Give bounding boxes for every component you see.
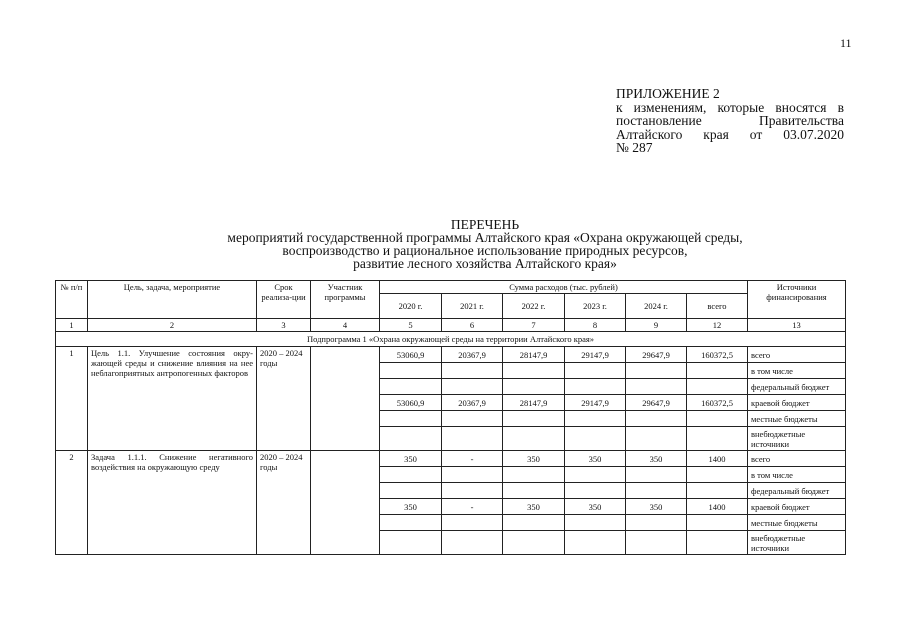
empty-cell (565, 411, 626, 427)
value-cell: 53060,9 (380, 395, 442, 411)
empty-cell (503, 531, 565, 555)
source-cell: внебюджетные источники (748, 531, 846, 555)
header-year: 2021 г. (442, 294, 503, 319)
header-num: № п/п (56, 281, 88, 319)
heading-title: ПЕРЕЧЕНЬ (450, 217, 520, 232)
empty-cell (626, 411, 687, 427)
value-cell: 350 (380, 499, 442, 515)
row-num: 1 (56, 347, 88, 451)
column-number: 3 (257, 319, 311, 332)
column-number: 13 (748, 319, 846, 332)
empty-cell (380, 363, 442, 379)
value-cell: 29647,9 (626, 395, 687, 411)
empty-cell (442, 411, 503, 427)
value-cell: 1400 (687, 499, 748, 515)
value-cell: - (442, 499, 503, 515)
row-num: 2 (56, 451, 88, 555)
column-number: 4 (311, 319, 380, 332)
empty-cell (503, 427, 565, 451)
column-number: 2 (88, 319, 257, 332)
empty-cell (565, 427, 626, 451)
empty-cell (687, 467, 748, 483)
empty-cell (503, 411, 565, 427)
value-cell: 350 (626, 451, 687, 467)
column-numbers-row (56, 319, 846, 332)
header-row (56, 281, 846, 294)
empty-cell (565, 467, 626, 483)
empty-cell (626, 483, 687, 499)
header-year: всего (687, 294, 748, 319)
column-number: 5 (380, 319, 442, 332)
empty-cell (565, 483, 626, 499)
header-year: 2022 г. (503, 294, 565, 319)
column-number: 8 (565, 319, 626, 332)
empty-cell (626, 515, 687, 531)
empty-cell (626, 427, 687, 451)
empty-cell (380, 411, 442, 427)
empty-cell (442, 483, 503, 499)
source-cell: внебюджетные источники (748, 427, 846, 451)
source-cell: федеральный бюджет (748, 483, 846, 499)
column-number: 9 (626, 319, 687, 332)
value-cell: 1400 (687, 451, 748, 467)
heading-line: мероприятий государственной программы Алтайского края «Охрана окружающей среды, (227, 230, 743, 245)
row-term: 2020 – 2024 годы (257, 347, 311, 451)
appendix-line: постановление Правительства (616, 113, 844, 128)
value-cell: 28147,9 (503, 347, 565, 363)
empty-cell (687, 483, 748, 499)
empty-cell (380, 483, 442, 499)
row-term: 2020 – 2024 годы (257, 451, 311, 555)
empty-cell (503, 467, 565, 483)
empty-cell (626, 363, 687, 379)
source-cell: в том числе (748, 467, 846, 483)
header-term: Срок реализа-ции (257, 281, 311, 319)
header-year: 2020 г. (380, 294, 442, 319)
empty-cell (380, 531, 442, 555)
value-cell: 20367,9 (442, 347, 503, 363)
source-cell: в том числе (748, 363, 846, 379)
empty-cell (565, 515, 626, 531)
empty-cell (442, 379, 503, 395)
empty-cell (687, 411, 748, 427)
value-cell: 53060,9 (380, 347, 442, 363)
empty-cell (442, 515, 503, 531)
appendix-block (616, 87, 844, 155)
appendix-line: Алтайского края от 03.07.2020 (616, 126, 844, 142)
source-cell: всего (748, 451, 846, 467)
empty-cell (442, 531, 503, 555)
empty-cell (626, 467, 687, 483)
header-participant: Участник программы (311, 281, 380, 319)
empty-cell (565, 363, 626, 379)
header-year: 2023 г. (565, 294, 626, 319)
value-cell: 350 (626, 499, 687, 515)
table-row (56, 347, 846, 363)
header-year: 2024 г. (626, 294, 687, 319)
empty-cell (565, 379, 626, 395)
empty-cell (626, 531, 687, 555)
value-cell: 29147,9 (565, 395, 626, 411)
empty-cell (503, 515, 565, 531)
value-cell: 350 (565, 451, 626, 467)
heading-line: воспроизводство и рациональное использование природных ресурсов, (282, 243, 688, 258)
empty-cell (503, 363, 565, 379)
empty-cell (687, 363, 748, 379)
column-number: 7 (503, 319, 565, 332)
appendix-title: ПРИЛОЖЕНИЕ 2 (616, 86, 720, 101)
appendix-line: № 287 (616, 140, 653, 155)
empty-cell (687, 515, 748, 531)
empty-cell (380, 427, 442, 451)
table-row (56, 451, 846, 467)
activities-table (55, 280, 846, 555)
value-cell: 29147,9 (565, 347, 626, 363)
subprogram-title: Подпрограмма 1 «Охрана окружающей среды на территории Алтайского края» (56, 332, 846, 347)
column-number: 12 (687, 319, 748, 332)
empty-cell (503, 483, 565, 499)
header-sum: Сумма расходов (тыс. рублей) (380, 281, 748, 294)
empty-cell (687, 531, 748, 555)
row-goal: Задача 1.1.1. Снижение негативного воздействия на окружающую среду (88, 451, 257, 555)
empty-cell (687, 427, 748, 451)
column-number: 1 (56, 319, 88, 332)
empty-cell (380, 379, 442, 395)
column-number: 6 (442, 319, 503, 332)
row-participant (311, 347, 380, 451)
value-cell: 350 (503, 499, 565, 515)
value-cell: 160372,5 (687, 395, 748, 411)
source-cell: краевой бюджет (748, 395, 846, 411)
empty-cell (687, 379, 748, 395)
source-cell: местные бюджеты (748, 515, 846, 531)
value-cell: 29647,9 (626, 347, 687, 363)
empty-cell (503, 379, 565, 395)
empty-cell (442, 467, 503, 483)
row-goal: Цель 1.1. Улучшение состояния окру-жающей среды и снижение влияния на нее неблагоприятных антропогенных факторов (88, 347, 257, 451)
appendix-line: к изменениям, которые вносятся в (616, 99, 844, 115)
value-cell: 350 (380, 451, 442, 467)
source-cell: федеральный бюджет (748, 379, 846, 395)
value-cell: 350 (565, 499, 626, 515)
document-heading (150, 218, 820, 270)
value-cell: 160372,5 (687, 347, 748, 363)
page-number: 11 (840, 36, 852, 50)
value-cell: 350 (503, 451, 565, 467)
empty-cell (380, 515, 442, 531)
empty-cell (565, 531, 626, 555)
value-cell: - (442, 451, 503, 467)
header-goal: Цель, задача, мероприятие (88, 281, 257, 319)
value-cell: 28147,9 (503, 395, 565, 411)
subprogram-row (56, 332, 846, 347)
value-cell: 20367,9 (442, 395, 503, 411)
empty-cell (380, 467, 442, 483)
source-cell: местные бюджеты (748, 411, 846, 427)
empty-cell (442, 363, 503, 379)
source-cell: всего (748, 347, 846, 363)
header-sources: Источники финансирования (748, 281, 846, 319)
empty-cell (442, 427, 503, 451)
row-participant (311, 451, 380, 555)
heading-line: развитие лесного хозяйства Алтайского края» (353, 256, 617, 271)
source-cell: краевой бюджет (748, 499, 846, 515)
empty-cell (626, 379, 687, 395)
